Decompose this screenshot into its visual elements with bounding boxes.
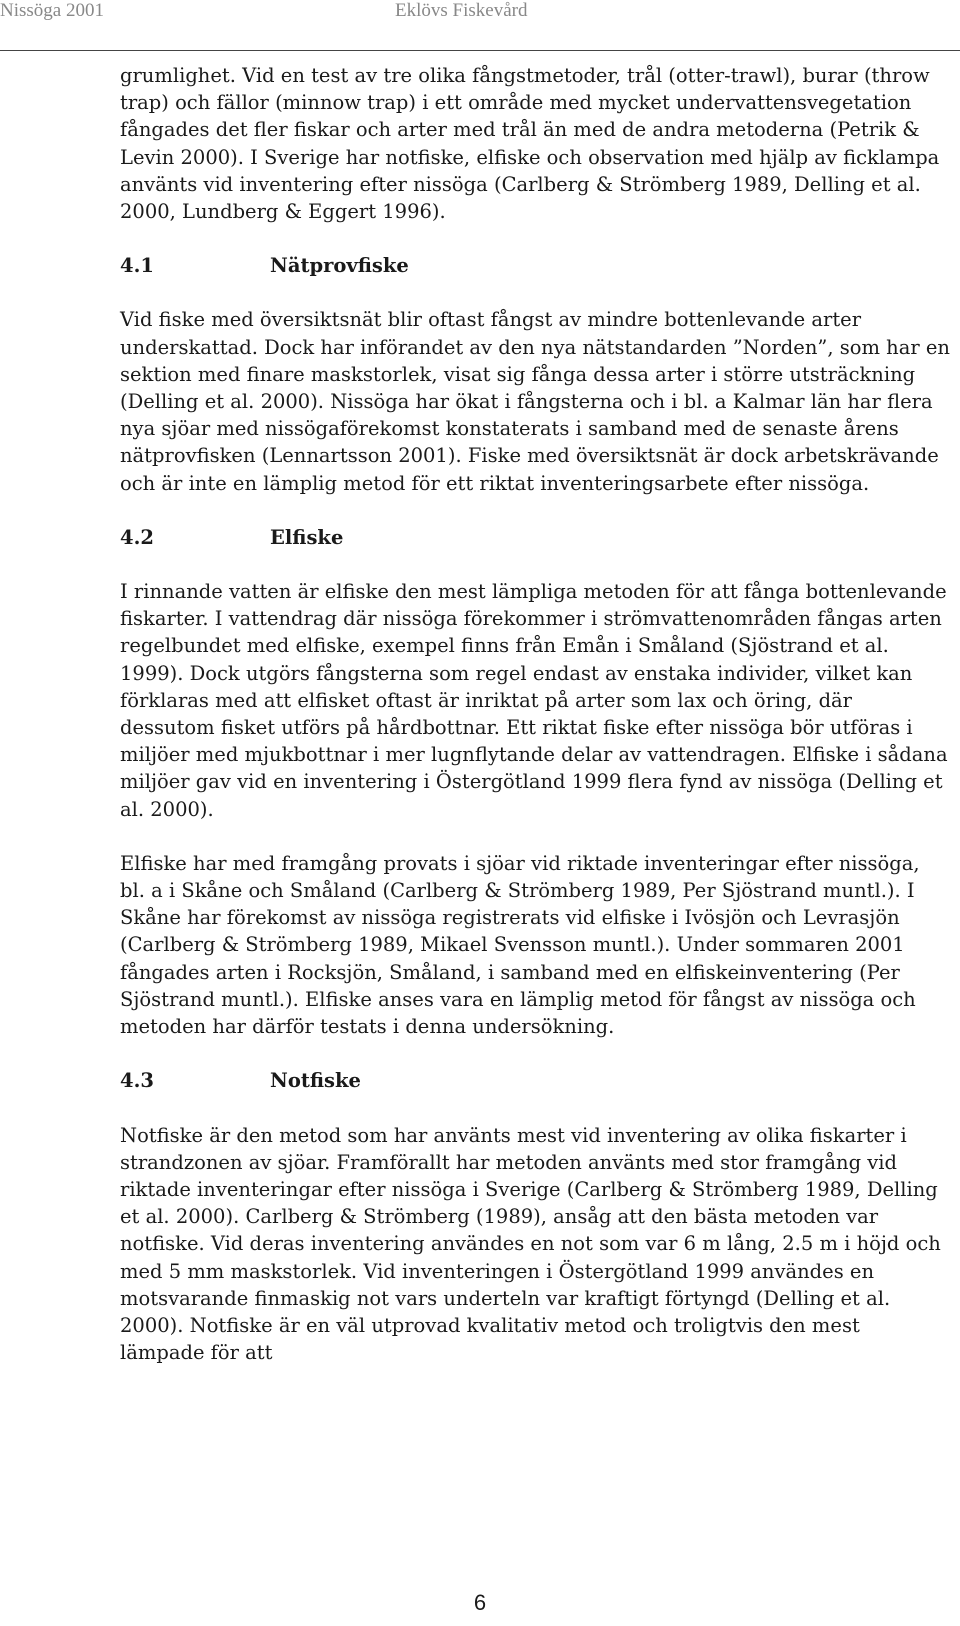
section-heading-natprovfiske bbox=[120, 252, 950, 279]
running-header bbox=[0, 0, 960, 28]
paragraph-elfiske-2: Elfiske har med framgång provats i sjöar vid riktade inventeringar efter nissöga, bl. a i Skåne och Småland (Carlberg & Strömberg 1989, Per Sjöstrand muntl.). I Skåne har förekomst av nissöga registrerats vid elfiske i Ivösjön och Levrasjön (Carlberg & Strömberg 1989, Mikael Svensson muntl.). Under sommaren 2001 fångades arten i Rocksjön, Småland, i samband med en elfiskeinventering (Per Sjöstrand muntl.). Elfiske anses vara en lämplig metod för fångst av nissöga och metoden har därför testats i denna undersökning. bbox=[120, 851, 920, 1039]
paragraph-notfiske: Notfiske är den metod som har använts mest vid inventering av olika fiskarter i strandzonen av sjöar. Framförallt har metoden använts med stor framgång vid riktade inventeringar efter nissöga i Sverige (Carlberg & Strömberg 1989, Delling et al. 2000). Carlberg & Strömberg (1989), ansåg att den bästa metoden var notfiske. Vid deras inventering användes en not som var 6 m lång, 2.5 m i höjd och med 5 mm maskstorlek. Vid inventeringen i Östergötland 1999 användes en motsvarande finmaskig not vars underteln var kraftigt förtyngd (Delling et al. 2000). Notfiske är en väl utprovad kvalitativ metod och troligtvis den mest lämpade för att bbox=[120, 1123, 941, 1365]
section-heading-elfiske bbox=[120, 524, 950, 551]
header-document-title: Nissöga 2001 bbox=[0, 0, 104, 21]
page-number: 6 bbox=[473, 1590, 487, 1615]
paragraph-elfiske-1: I rinnande vatten är elfiske den mest lämpliga metoden för att fånga bottenlevande fiskarter. I vattendrag där nissöga förekommer i strömvattenområden fångas arten regelbundet med elfiske, exempel finns från Emån i Småland (Sjöstrand et al. 1999). Dock utgörs fångsterna som regel endast av enstaka individer, vilket kan förklaras med att elfisket oftast är inriktat på arter som lax och öring, där dessutom fisket utförs på hårdbottnar. Ett riktat fiske efter nissöga bör utföras i miljöer med mjukbottnar i mer lugnflytande delar av vattendragen. Elfiske i sådana miljöer gav vid en inventering i Östergötland 1999 flera fynd av nissöga (Delling et al. 2000). bbox=[120, 580, 948, 821]
section-title: Notfiske bbox=[270, 1069, 361, 1093]
section-title: Nätprovfiske bbox=[270, 254, 409, 278]
header-author: Eklövs Fiskevård bbox=[395, 0, 528, 21]
section-number: 4.1 bbox=[120, 254, 154, 278]
section-title: Elfiske bbox=[270, 525, 344, 549]
section-number: 4.3 bbox=[120, 1069, 154, 1093]
header-divider bbox=[0, 50, 960, 51]
paragraph-natprovfiske: Vid fiske med översiktsnät blir oftast fångst av mindre bottenlevande arter underskattad. Dock har införandet av den nya nätstandarden ”Norden”, som har en sektion med finare maskstorlek, visat sig fånga dessa arter i större utsträckning (Delling et al. 2000). Nissöga har ökat i fångsterna och i bl. a Kalmar län har flera nya sjöar med nissögaförekomst konstaterats i samband med de senaste årens nätprovfisken (Lennartsson 2001). Fiske med översiktsnät är dock arbetskrävande och är inte en lämplig metod för ett riktat inventeringsarbete efter nissöga. bbox=[120, 308, 950, 495]
section-number: 4.2 bbox=[120, 525, 154, 549]
section-heading-notfiske bbox=[120, 1067, 950, 1094]
intro-paragraph: grumlighet. Vid en test av tre olika fångstmetoder, trål (otter-trawl), burar (throw trap) och fällor (minnow trap) i ett område med mycket undervattensvegetation fångades det fler fiskar och arter med trål än med de andra metoderna (Petrik & Levin 2000). I Sverige har notfiske, elfiske och observation med hjälp av ficklampa använts vid inventering efter nissöga (Carlberg & Strömberg 1989, Delling et al. 2000, Lundberg & Eggert 1996). bbox=[120, 64, 940, 224]
page-body bbox=[120, 62, 950, 1366]
